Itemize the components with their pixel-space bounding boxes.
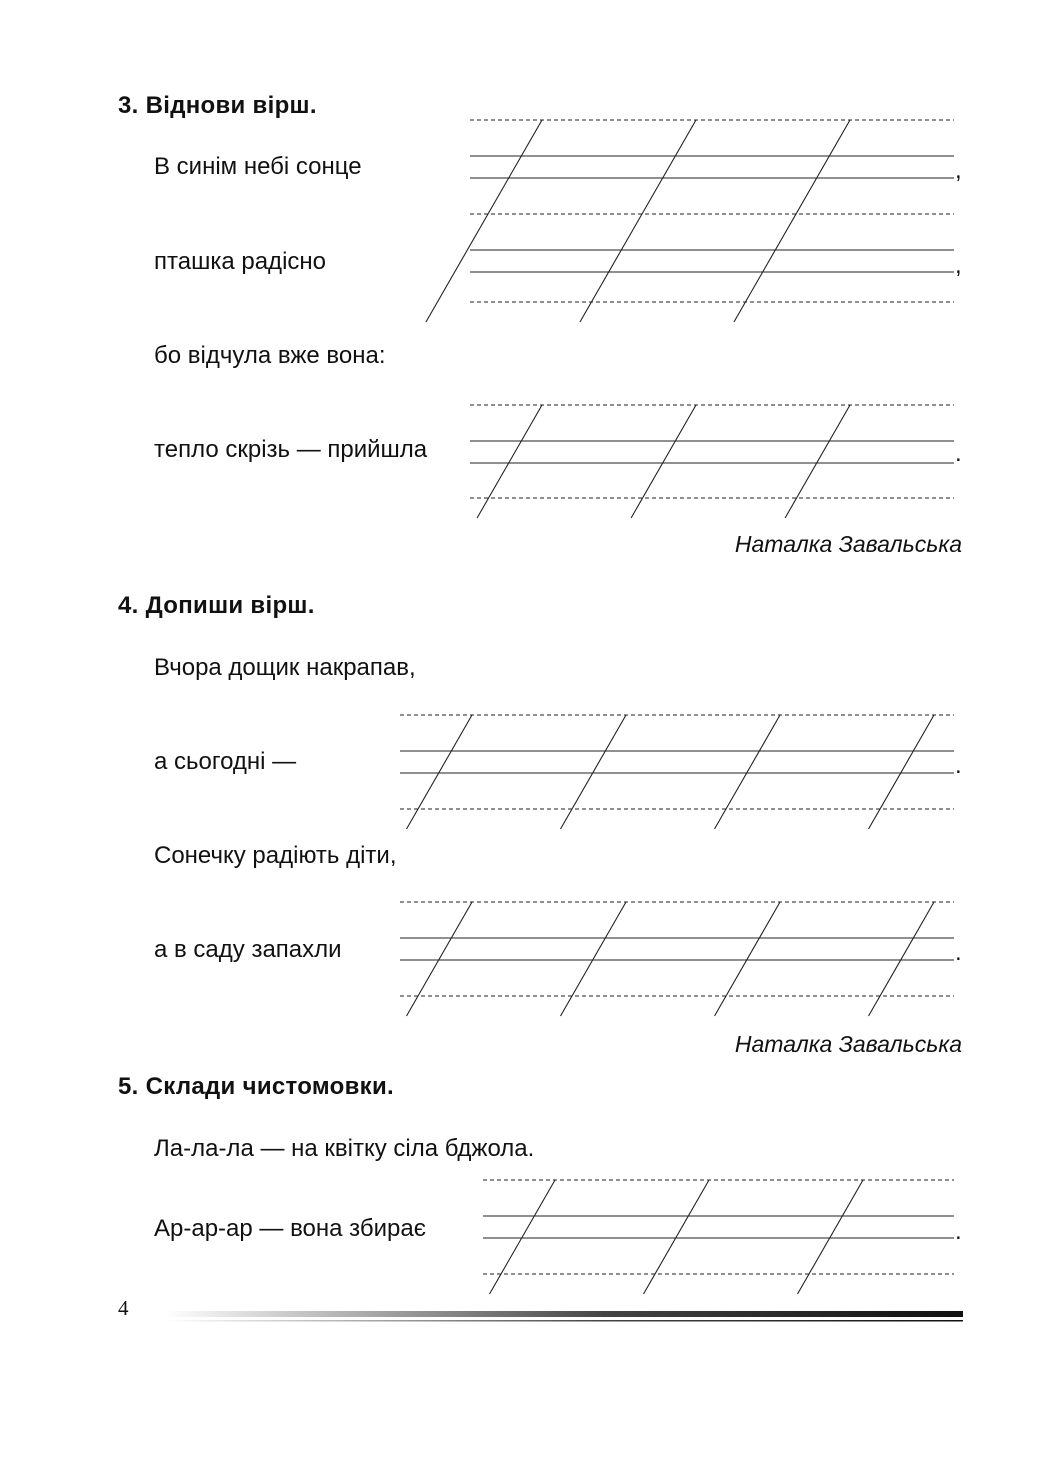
poem-line: Ла-ла-ла — на квітку сіла бджола. bbox=[154, 1135, 535, 1162]
comma: , bbox=[955, 157, 962, 184]
poem-line: Сонечку радіють діти, bbox=[154, 842, 397, 869]
period: . bbox=[955, 939, 962, 966]
poem-line: бо відчула вже вона: bbox=[154, 342, 386, 369]
poem-line: тепло скрізь — прийшла bbox=[154, 436, 428, 463]
poem-line: а сьогодні — bbox=[154, 748, 297, 775]
task-5-number: 5. bbox=[118, 1073, 139, 1100]
period: . bbox=[955, 1218, 962, 1245]
slant-guide bbox=[798, 1180, 863, 1294]
poem-line: В синім небі сонце bbox=[154, 153, 362, 180]
poem-line: а в саду запахли bbox=[154, 936, 342, 963]
task-4-title: Допиши вірш. bbox=[145, 592, 315, 619]
task-4-number: 4. bbox=[118, 592, 139, 619]
slant-guide bbox=[490, 1180, 555, 1294]
period: . bbox=[955, 440, 962, 467]
author: Наталка Завальська bbox=[734, 531, 962, 557]
poem-line: Ар-ар-ар — вона збирає bbox=[154, 1215, 426, 1242]
task-5-title: Склади чистомовки. bbox=[145, 1073, 394, 1100]
page-number: 4 bbox=[118, 1296, 129, 1320]
slant-guide bbox=[644, 1180, 709, 1294]
poem-line: пташка радісно bbox=[154, 248, 326, 275]
author: Наталка Завальська bbox=[734, 1031, 962, 1057]
task-3-title: Віднови вірш. bbox=[145, 92, 317, 119]
period: . bbox=[955, 752, 962, 779]
comma: , bbox=[955, 252, 962, 279]
task-3-number: 3. bbox=[118, 92, 139, 119]
poem-line: Вчора дощик накрапав, bbox=[154, 654, 416, 681]
footer-rule bbox=[165, 1309, 965, 1323]
